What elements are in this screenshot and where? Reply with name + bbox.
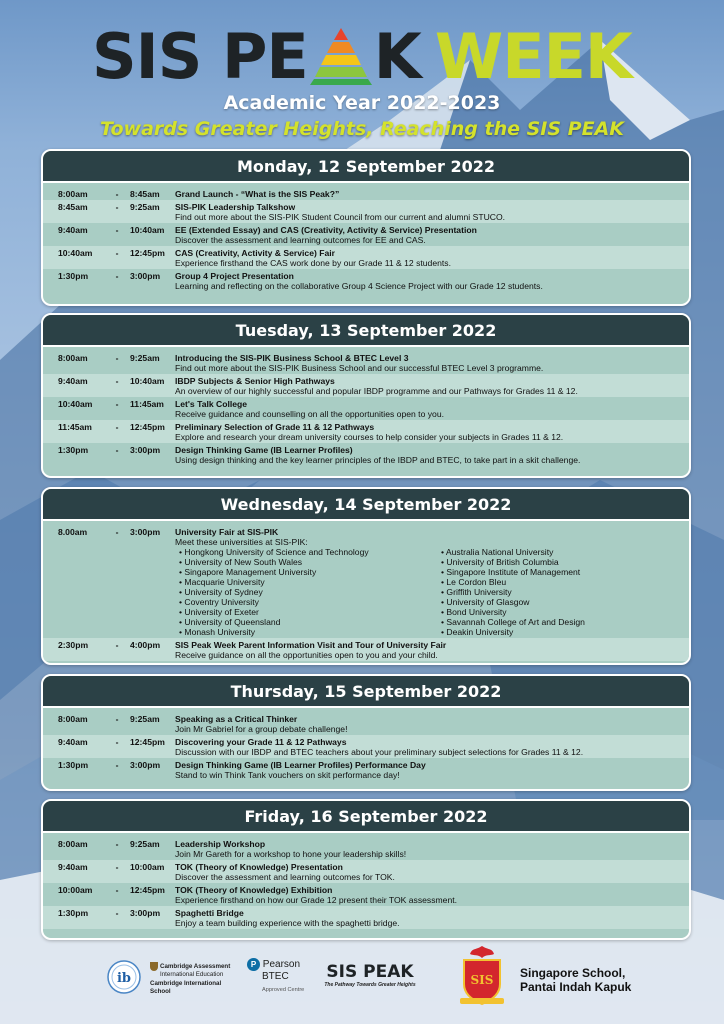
schedule-row: 9:40am - 10:40am EE (Extended Essay) and CAS (Creativity, Activity & Service) Presentation Discover the assessment and learning outcomes for EE and CAS. (43, 223, 689, 246)
event-description: Learning and reflecting on the collaborative Group 4 Science Project with our Grade 12 students. (175, 281, 543, 291)
day-panel-tuesday (41, 313, 691, 478)
event-description: Discussion with our IBDP and BTEC teachers about your preliminary subject selections for Grades 11 & 12. (175, 747, 584, 757)
cambridge-line2: International Education (160, 971, 224, 979)
end-time: 8:45am (130, 189, 160, 199)
event-title: SIS-PIK Leadership Talkshow (175, 202, 296, 212)
schedule-row: 1:30pm - 3:00pm Spaghetti Bridge Enjoy a team building experience with the spaghetti bridge. (43, 906, 689, 929)
day-title: Thursday, 15 September 2022 (43, 676, 689, 708)
end-time: 9:25am (130, 353, 160, 363)
pearson-centre: Approved Centre (262, 987, 305, 993)
schedule-row: 10:40am - 11:45am Let's Talk College Receive guidance and counselling on all the opportunities open to you. (43, 397, 689, 420)
university-item: • University of British Columbia (437, 557, 691, 567)
university-item: • Hongkong University of Science and Technology (175, 547, 437, 557)
event-title: Speaking as a Critical Thinker (175, 714, 298, 724)
end-time: 9:25am (130, 839, 160, 849)
university-item: • University of New South Wales (175, 557, 437, 567)
event-title: EE (Extended Essay) and CAS (Creativity, Activity & Service) Presentation (175, 225, 477, 235)
end-time: 12:45pm (130, 422, 165, 432)
start-time: 8:00am (58, 353, 88, 363)
event-description: An overview of our highly successful and popular IBDP programme and our Pathways for Grades 11 & 12. (175, 386, 578, 396)
event-description: Join Mr Gabriel for a group debate challenge! (175, 724, 348, 734)
schedule-row: 10:40am - 12:45pm CAS (Creativity, Activity & Service) Fair Experience firsthand the CAS work done by our Grade 11 & 12 students. (43, 246, 689, 269)
schedule-row: 1:30pm - 3:00pm Design Thinking Game (IB Learner Profiles) Performance Day Stand to win Think Tank vouchers on skit performance day! (43, 758, 689, 781)
end-time: 9:25am (130, 202, 160, 212)
cambridge-line3: Cambridge International School (150, 980, 222, 996)
event-description: Find out more about the SIS-PIK Student Council from our current and alumni STUCO. (175, 212, 506, 222)
university-item: • Griffith University (437, 587, 691, 597)
university-item: • University of Sydney (175, 587, 437, 597)
start-time: 8:45am (58, 202, 88, 212)
tagline: Towards Greater Heights, Reaching the SIS PEAK (99, 118, 625, 140)
university-item: • University of Queensland (175, 617, 437, 627)
start-time: 2:30pm (58, 640, 89, 650)
university-item: • Deakin University (437, 627, 691, 637)
school-crest-icon (452, 944, 512, 1008)
peak-triangle-icon (308, 26, 374, 86)
poster-title (0, 20, 724, 94)
day-title: Monday, 12 September 2022 (43, 151, 689, 183)
university-item: • Coventry University (175, 597, 437, 607)
end-time: 3:00pm (130, 445, 161, 455)
start-time: 1:30pm (58, 760, 89, 770)
event-description: Find out more about the SIS-PIK Business School and our successful BTEC Level 3 programme. (175, 363, 544, 373)
end-time: 12:45pm (130, 885, 165, 895)
crest-text: SIS (470, 973, 494, 987)
event-description: Discover the assessment and learning outcomes for EE and CAS. (175, 235, 426, 245)
end-time: 12:45pm (130, 248, 165, 258)
end-time: 10:40am (130, 225, 165, 235)
schedule-row: 8:00am - 9:25am Leadership Workshop Join Mr Gareth for a workshop to hone your leadership skills! (43, 837, 689, 860)
schedule-row: 2:30pm - 4:00pm SIS Peak Week Parent Information Visit and Tour of University Fair Receive guidance on all the opportunities open to you and your child. (43, 638, 689, 661)
event-description: Experience firsthand the CAS work done by our Grade 11 & 12 students. (175, 258, 451, 268)
end-time: 3:00pm (130, 271, 161, 281)
schedule-row: 8:45am - 9:25am SIS-PIK Leadership Talkshow Find out more about the SIS-PIK Student Council from our current and alumni STUCO. (43, 200, 689, 223)
start-time: 1:30pm (58, 271, 89, 281)
svg-text:ib: ib (116, 971, 132, 986)
sis-peak-tagline: The Pathway Towards Greater Heights (324, 982, 416, 988)
ib-logo-icon (107, 960, 141, 994)
schedule-row: 9:40am - 10:00am TOK (Theory of Knowledge) Presentation Discover the assessment and learning outcomes for TOK. (43, 860, 689, 883)
event-description: Meet these universities at SIS-PIK: (175, 537, 308, 547)
title-k: K (373, 20, 421, 93)
day-panel-thursday (41, 674, 691, 791)
sis-peak-wordmark: SIS PEAK (326, 962, 414, 982)
university-item: • Singapore Management University (175, 567, 437, 577)
event-title: University Fair at SIS-PIK (175, 527, 279, 537)
end-time: 12:45pm (130, 737, 165, 747)
end-time: 4:00pm (130, 640, 161, 650)
event-title: TOK (Theory of Knowledge) Exhibition (175, 885, 333, 895)
start-time: 8:00am (58, 839, 88, 849)
start-time: 8:00am (58, 714, 88, 724)
university-item: • University of Glasgow (437, 597, 691, 607)
school-name (520, 966, 631, 994)
event-title: Spaghetti Bridge (175, 908, 244, 918)
end-time: 9:25am (130, 714, 160, 724)
event-title: Introducing the SIS-PIK Business School & BTEC Level 3 (175, 353, 409, 363)
poster-header (0, 16, 724, 146)
pearson-btec: BTEC (262, 971, 289, 982)
schedule-row: 1:30pm - 3:00pm Design Thinking Game (IB Learner Profiles) Using design thinking and the key learner principles of the IBDP and BTEC, to take part in a skit challenge. (43, 443, 689, 466)
event-title: Grand Launch - “What is the SIS Peak?” (175, 189, 340, 199)
day-title: Friday, 16 September 2022 (43, 801, 689, 833)
schedule-row: 11:45am - 12:45pm Preliminary Selection of Grade 11 & 12 Pathways Explore and research your dream university courses to help consider your subjects in Grades 11 & 12. (43, 420, 689, 443)
event-description: Discover the assessment and learning outcomes for TOK. (175, 872, 395, 882)
event-description: Explore and research your dream university courses to help consider your subjects in Grades 11 & 12. (175, 432, 564, 442)
day-panel-wednesday (41, 487, 691, 665)
start-time: 10:00am (58, 885, 93, 895)
day-panel-monday (41, 149, 691, 306)
school-name-line1: Singapore School, (520, 966, 626, 980)
start-time: 1:30pm (58, 908, 89, 918)
cambridge-logo (150, 962, 240, 996)
event-title: Let's Talk College (175, 399, 248, 409)
end-time: 3:00pm (130, 908, 161, 918)
schedule-row: 8.00am - 3:00pm University Fair at SIS-PIK Meet these universities at SIS-PIK: • Hongkong University of Science and Technology • University of New South Wales • Singapore Management University • Macquarie University • University of Sydney • Coventry University • University of Exeter • University of Queensland • Monash University • Australia National University • University of British Columbia • Singapore Institute of Management • Le Cordon Bleu • Griffith University • University of Glasgow • Bond University • Savannah College of Art and Design • Deakin University (43, 525, 689, 638)
start-time: 10:40am (58, 399, 93, 409)
start-time: 8.00am (58, 527, 88, 537)
event-title: Design Thinking Game (IB Learner Profiles) Performance Day (175, 760, 426, 770)
schedule-row: 9:40am - 10:40am IBDP Subjects & Senior High Pathways An overview of our highly successful and popular IBDP programme and our Pathways for Grades 11 & 12. (43, 374, 689, 397)
start-time: 9:40am (58, 376, 88, 386)
event-description: Receive guidance on all the opportunities open to you and your child. (175, 650, 438, 660)
start-time: 9:40am (58, 862, 88, 872)
schedule-row: 9:40am - 12:45pm Discovering your Grade 11 & 12 Pathways Discussion with our IBDP and BTEC teachers about your preliminary subject selections for Grades 11 & 12. (43, 735, 689, 758)
event-description: Enjoy a team building experience with the spaghetti bridge. (175, 918, 400, 928)
end-time: 10:00am (130, 862, 165, 872)
schedule-row: 1:30pm - 3:00pm Group 4 Project Presentation Learning and reflecting on the collaborative Group 4 Science Project with our Grade 12 students. (43, 269, 689, 292)
event-title: Preliminary Selection of Grade 11 & 12 Pathways (175, 422, 375, 432)
title-week: WEEK (434, 20, 632, 93)
day-title: Tuesday, 13 September 2022 (43, 315, 689, 347)
event-description: Experience firsthand on how our Grade 12 present their TOK assessment. (175, 895, 457, 905)
footer-logos (0, 944, 724, 1024)
university-column-right (437, 547, 691, 637)
cambridge-line1: Cambridge Assessment (160, 963, 231, 971)
cambridge-shield-icon (150, 962, 158, 971)
university-item: • Australia National University (437, 547, 691, 557)
event-title: CAS (Creativity, Activity & Service) Fair (175, 248, 335, 258)
event-description: Using design thinking and the key learner principles of the IBDP and BTEC, to take part in a skit challenge. (175, 455, 581, 465)
start-time: 11:45am (58, 422, 92, 432)
event-description: Stand to win Think Tank vouchers on skit performance day! (175, 770, 400, 780)
start-time: 9:40am (58, 225, 88, 235)
start-time: 10:40am (58, 248, 93, 258)
sis-peak-footer-logo (320, 962, 420, 988)
start-time: 1:30pm (58, 445, 89, 455)
end-time: 3:00pm (130, 527, 161, 537)
event-title: Leadership Workshop (175, 839, 266, 849)
schedule-row: 8:00am - 8:45am Grand Launch - “What is the SIS Peak?” (43, 187, 689, 200)
event-description: Receive guidance and counselling on all the opportunities open to you. (175, 409, 444, 419)
day-title: Wednesday, 14 September 2022 (43, 489, 689, 521)
event-title: Group 4 Project Presentation (175, 271, 294, 281)
schedule-row: 8:00am - 9:25am Speaking as a Critical Thinker Join Mr Gabriel for a group debate challenge! (43, 712, 689, 735)
university-item: • Singapore Institute of Management (437, 567, 691, 577)
university-item: • Monash University (175, 627, 437, 637)
schedule-row: 10:00am - 12:45pm TOK (Theory of Knowledge) Exhibition Experience firsthand on how our Grade 12 present their TOK assessment. (43, 883, 689, 906)
event-title: TOK (Theory of Knowledge) Presentation (175, 862, 343, 872)
pearson-name: Pearson (262, 959, 301, 971)
start-time: 8:00am (58, 189, 88, 199)
university-list (175, 547, 691, 637)
school-name-line2: Pantai Indah Kapuk (520, 980, 632, 994)
end-time: 11:45am (130, 399, 164, 409)
pearson-btec-logo (247, 958, 317, 996)
university-item: • Le Cordon Bleu (437, 577, 691, 587)
pearson-icon: P (247, 958, 260, 971)
university-item: • University of Exeter (175, 607, 437, 617)
event-title: SIS Peak Week Parent Information Visit and Tour of University Fair (175, 640, 447, 650)
schedule-row: 8:00am - 9:25am Introducing the SIS-PIK Business School & BTEC Level 3 Find out more about the SIS-PIK Business School and our successful BTEC Level 3 programme. (43, 351, 689, 374)
title-sis-pe: SIS PE (92, 20, 308, 93)
university-item: • Savannah College of Art and Design (437, 617, 691, 627)
event-title: Discovering your Grade 11 & 12 Pathways (175, 737, 347, 747)
day-panel-friday (41, 799, 691, 940)
event-title: IBDP Subjects & Senior High Pathways (175, 376, 335, 386)
university-item: • Macquarie University (175, 577, 437, 587)
university-column-left (175, 547, 437, 637)
end-time: 10:40am (130, 376, 165, 386)
event-description: Join Mr Gareth for a workshop to hone your leadership skills! (175, 849, 407, 859)
start-time: 9:40am (58, 737, 88, 747)
event-title: Design Thinking Game (IB Learner Profiles) (175, 445, 353, 455)
university-item: • Bond University (437, 607, 691, 617)
end-time: 3:00pm (130, 760, 161, 770)
academic-year: Academic Year 2022-2023 (223, 92, 501, 114)
